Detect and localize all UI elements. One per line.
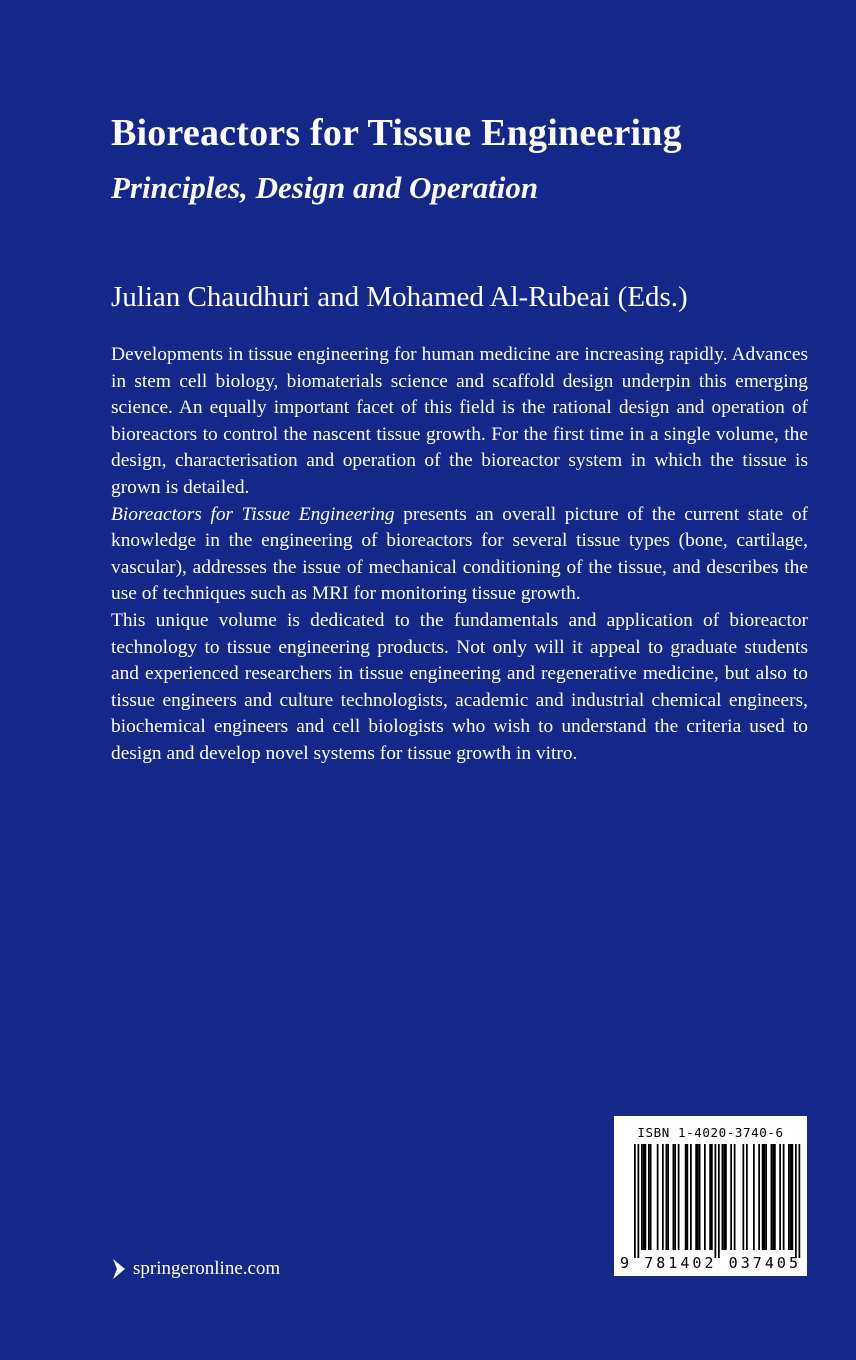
barcode-number: 9 781402 037405 (620, 1254, 798, 1272)
barcode-bar (709, 1144, 711, 1250)
barcode-bar (641, 1144, 643, 1250)
barcode-bar (795, 1144, 797, 1258)
book-title: Bioreactors for Tissue Engineering (111, 112, 682, 154)
barcode-bars (634, 1144, 800, 1258)
barcode-bar (764, 1144, 766, 1250)
barcode-bar (643, 1144, 645, 1250)
barcode-bar (772, 1144, 774, 1250)
barcode-bar (657, 1144, 659, 1250)
barcode-bar (722, 1144, 724, 1250)
book-description (111, 342, 808, 768)
isbn-label: ISBN 1-4020-3740-6 (637, 1125, 784, 1140)
barcode-bar (687, 1144, 689, 1250)
barcode-bar (634, 1144, 636, 1258)
barcode-bar (790, 1144, 792, 1250)
barcode-bar (779, 1144, 781, 1250)
barcode-bar (723, 1144, 725, 1250)
barcode-bar (690, 1144, 692, 1250)
barcode-bar (650, 1144, 652, 1250)
barcode-bar (746, 1144, 748, 1250)
barcode-bar (765, 1144, 767, 1250)
barcode-bar (758, 1144, 760, 1250)
description-paragraph-1: Developments in tissue engineering for human medicine are increasing rapidly. Advances in stem cell biology, biomaterials science and scaffold design underpin this emerging science. An equally important facet of this field is the rational design and operation of bioreactors to control the nascent tissue growth. For the first time in a single volume, the design, characterisation and operation of the bioreactor system in which the tissue is grown is detailed. (111, 344, 808, 498)
isbn-barcode-block (614, 1116, 807, 1276)
barcode-bar (662, 1144, 664, 1250)
book-subtitle: Principles, Design and Operation (111, 170, 539, 205)
barcode-bar (718, 1144, 720, 1258)
barcode-bar (788, 1144, 790, 1250)
barcode-bar (725, 1144, 727, 1250)
barcode-bar (783, 1144, 785, 1250)
book-editors: Julian Chaudhuri and Mohamed Al-Rubeai (Eds.) (111, 281, 688, 313)
barcode-bar (762, 1144, 764, 1250)
barcode-bar (743, 1144, 745, 1250)
description-book-title: Bioreactors for Tissue Engineering (111, 503, 395, 525)
barcode (620, 1144, 801, 1274)
barcode-bar (645, 1144, 647, 1250)
chevron-right-icon (111, 1258, 127, 1280)
description-paragraph-3: This unique volume is dedicated to the fundamentals and application of bioreactor technology to tissue engineering products. Not only will it appeal to graduate students and experienced researchers in tissue engineering and regenerative medicine, but also to tissue engineers and culture technologists, academic and industrial chemical engineers, biochemical engineers and cell biologists who wish to understand the criteria used to design and develop novel systems for tissue growth in vitro. (111, 609, 808, 764)
barcode-bar (638, 1144, 640, 1258)
barcode-bar (667, 1144, 669, 1250)
barcode-bar (648, 1144, 650, 1250)
barcode-bar (673, 1144, 675, 1250)
website-link[interactable]: springeronline.com (133, 1258, 281, 1279)
barcode-bar (715, 1144, 717, 1258)
publisher-website[interactable] (111, 1256, 280, 1282)
description-paragraph-2-text: presents an overall picture of the current state of knowledge in the engineering of bioreactors for several tissue types (bone, cartilage, vascular), addresses the issue of mechanical conditioning of the tissue, and describes the use of techniques such as MRI for monitoring tissue growth. (111, 503, 808, 605)
barcode-bar (674, 1144, 676, 1250)
barcode-bar (734, 1144, 736, 1250)
barcode-bar (799, 1144, 801, 1258)
barcode-bar (730, 1144, 732, 1250)
barcode-bar (678, 1144, 680, 1250)
description-paragraph-2 (111, 502, 808, 608)
barcode-bar (699, 1144, 701, 1250)
barcode-bar (792, 1144, 794, 1250)
barcode-bar (695, 1144, 697, 1250)
barcode-bar (753, 1144, 755, 1250)
barcode-bar (697, 1144, 699, 1250)
barcode-bar (774, 1144, 776, 1250)
barcode-bar (704, 1144, 706, 1250)
barcode-bar (685, 1144, 687, 1250)
barcode-bar (711, 1144, 713, 1250)
barcode-bar (666, 1144, 668, 1250)
barcode-bar (771, 1144, 773, 1250)
